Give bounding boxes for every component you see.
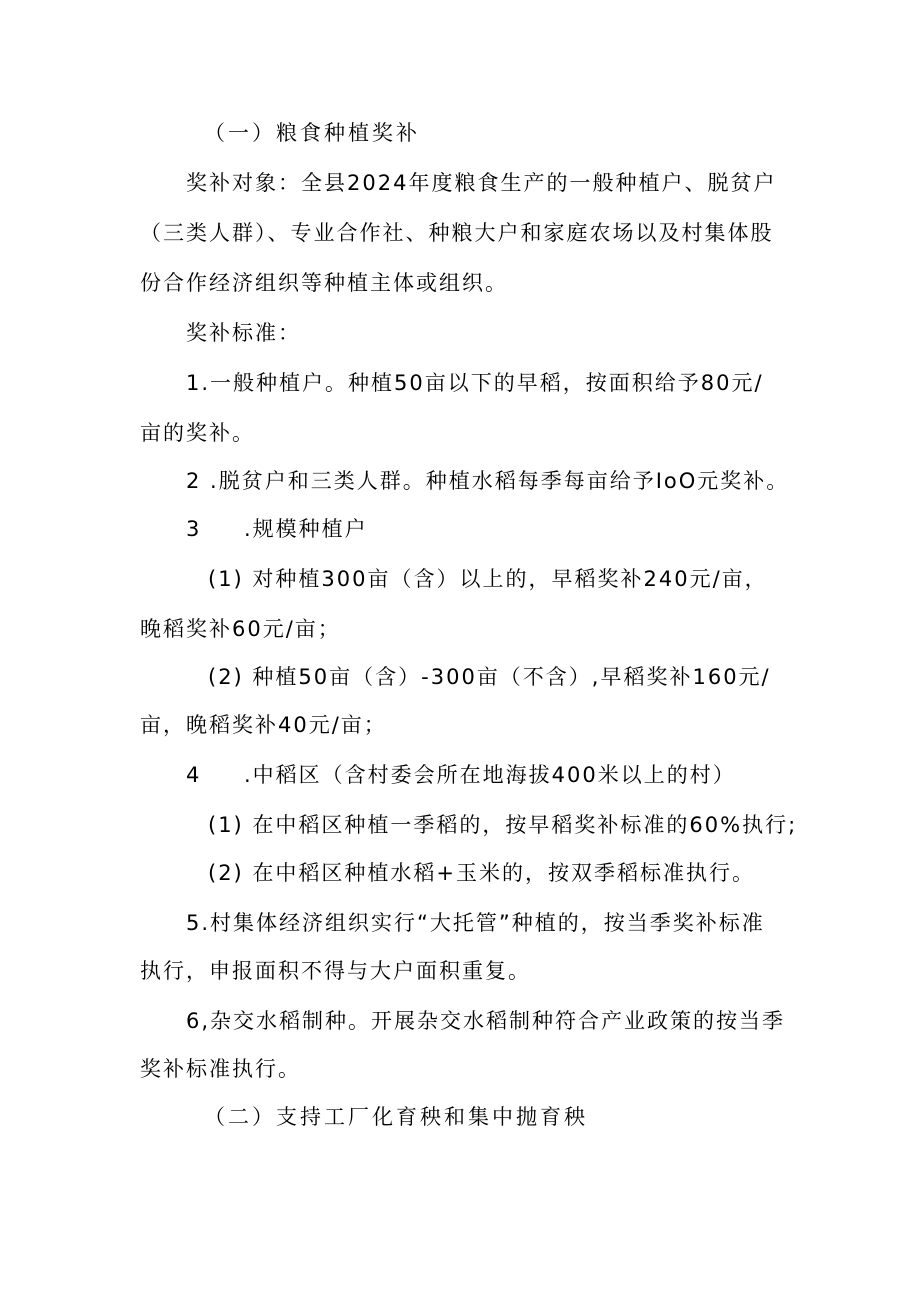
item3-title: .规模种植户 <box>244 517 368 541</box>
item4-sub2: (2) 在中稻区种植水稻+玉米的，按双季稻标准执行。 <box>208 861 756 885</box>
section1-heading: （一）粮食种植奖补 <box>204 121 420 145</box>
item3-sub2-line-1: (2) 种植50亩（含）-300亩（不含）,早稻奖补160元/ <box>208 665 771 689</box>
standard-label: 奖补标准： <box>186 321 301 345</box>
item3-sub1-line-2: 晚稻奖补60元/亩； <box>140 617 341 641</box>
item4-title: .中稻区（含村委会所在地海拔400米以上的村） <box>244 763 736 787</box>
item1-line-2: 亩的奖补。 <box>140 421 255 445</box>
item4-sub1: (1) 在中稻区种植一季稻的，按早稻奖补标准的60%执行; <box>208 813 798 837</box>
item3-sub2-line-2: 亩，晚稻奖补40元/亩； <box>140 713 387 737</box>
item6-line-2: 奖补标准执行。 <box>140 1057 301 1081</box>
item6-line-1: 6,杂交水稻制种。开展杂交水稻制种符合产业政策的按当季 <box>186 1009 786 1033</box>
target-line-3: 份合作经济组织等种植主体或组织。 <box>140 271 508 295</box>
item3-number: 3 <box>186 517 202 541</box>
item1-line-1: 1.一般种植户。种植50亩以下的早稻，按面积给予80元/ <box>186 371 764 395</box>
item5-line-1: 5.村集体经济组织实行“大托管”种植的，按当季奖补标准 <box>186 911 765 935</box>
target-line-2: （三类人群）、专业合作社、种粮大户和家庭农场以及村集体股 <box>140 221 774 245</box>
target-line-1: 奖补对象：全县2024年度粮食生产的一般种植户、脱贫户 <box>186 171 777 195</box>
item3-sub1-line-1: (1) 对种植300亩（含）以上的，早稻奖补240元/亩， <box>208 567 768 591</box>
section2-heading: （二）支持工厂化育秧和集中抛育秧 <box>204 1105 588 1129</box>
item4-number: 4 <box>186 763 202 787</box>
item2: 2 .脱贫户和三类人群。种植水稻每季每亩给予IoO元奖补。 <box>186 469 790 493</box>
item5-line-2: 执行，申报面积不得与大户面积重复。 <box>140 959 531 983</box>
